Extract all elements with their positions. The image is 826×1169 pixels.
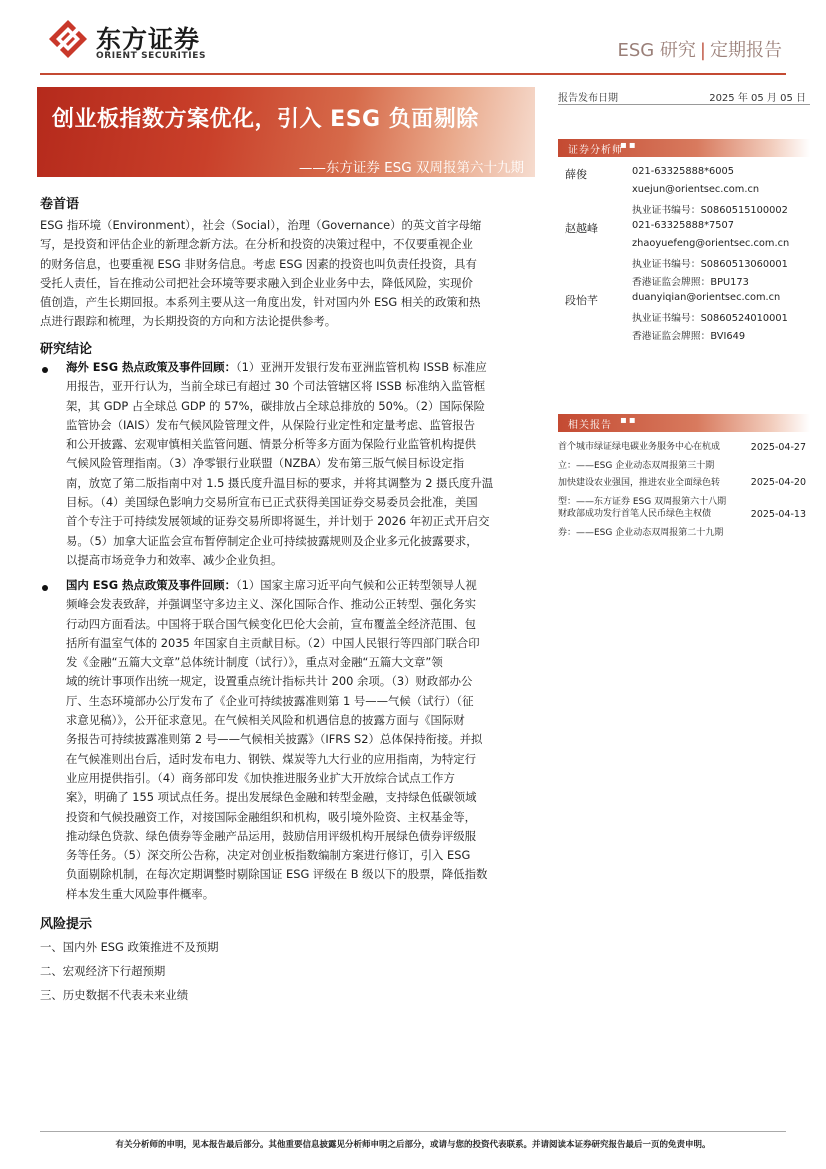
orient-logo-icon <box>48 19 88 59</box>
report-category <box>617 36 782 62</box>
related-report-line2: 券：——ESG 企业动态双周报第二十九期 <box>558 528 724 538</box>
risk-title: 风险提示 <box>40 917 93 932</box>
overseas-line: 首个专注于可持续发展领域的证券交易所即将诞生，并计划于 2026 年初正式开启交 <box>66 514 490 529</box>
related-report-line2: 型：——东方证券 ESG 双周报第六十八期 <box>558 497 727 507</box>
related-report-line2: 立：——ESG 企业动态双周报第三十期 <box>558 461 715 471</box>
related-report-date: 2025-04-13 <box>750 509 806 520</box>
overseas-line: 用报告，亚开行认为，当前全球已有超过 30 个司法管辖区将 ISSB 标准纳入监管框 <box>66 379 486 394</box>
domestic-line: 投资和气候投融资工作，对接国际金融组织和机构，吸引境外险资、主权基金等， <box>66 809 477 824</box>
analyst-email[interactable]: zhaoyuefeng@orientsec.com.cn <box>632 238 790 249</box>
domestic-line: 负面剔除机制，在每次定期调整时剔除国证 ESG 评级在 B 级以下的股票，降低指数 <box>66 867 488 882</box>
domestic-line: 推动绿色贷款、绿色债券等金融产品运用，鼓励信用评级机构开展绿色债券评级服 <box>66 828 477 843</box>
analyst-name: 段怡芊 <box>565 294 598 307</box>
category-left: ESG 研究 <box>617 40 696 61</box>
domestic-line: 务等任务。（5）深交所公告称，决定对创业板指数编制方案进行修订，引入 ESG <box>66 848 471 863</box>
brand-name-cn: 东方证券 <box>96 25 201 54</box>
related-report-line1: 首个城市绿证绿电碳业务服务中心在杭成 <box>558 442 721 452</box>
header-divider <box>40 73 786 75</box>
intro-line: ESG 指环境（Environment），社会（Social），治理（Governance）的英文首字母缩 <box>40 218 482 232</box>
conclusion-title: 研究结论 <box>40 342 93 357</box>
domestic-line: 案》，明确了 155 项试点任务。提出发展绿色金融和转型金融，支持绿色低碳领域 <box>66 790 477 805</box>
domestic-line: 样本发生重大风险事件概率。 <box>66 886 215 901</box>
domestic-line: 发《金融“五篇大文章”总体统计制度（试行）》，重点对金融“五篇大文章”领 <box>66 655 443 670</box>
overseas-line: 气候风险管理指南。（3）净零银行业联盟（NZBA）发布第三版气候目标设定指 <box>66 456 464 471</box>
risk-item: 三、历史数据不代表未来业绩 <box>40 988 189 1002</box>
overseas-paragraph <box>66 358 530 570</box>
report-date-value: 2025 年 05 月 05 日 <box>709 93 806 104</box>
domestic-line: 业应用提供指引。（4）商务部印发《加快推进服务业扩大开放综合试点工作方 <box>66 770 455 785</box>
analysts-header <box>558 139 810 157</box>
related-report-line1: 财政部成功发行首笔人民币绿色主权债 <box>558 509 712 519</box>
overseas-line: 南，放宽了第二版指南中对 1.5 摄氏度升温目标的要求，并将其调整为 2 摄氏度升温 <box>66 475 494 490</box>
related-header-dots: ▪▪ <box>620 415 638 426</box>
domestic-lead: 国内 ESG 热点政策及事件回顾： <box>66 578 236 592</box>
analyst-phone: 021-63325888*7507 <box>632 220 734 231</box>
intro-line: 写，是投资和评估企业的新理念新方法。在分析和投资的决策过程中，不仅要重视企业 <box>40 237 473 252</box>
domestic-line: 务报告可持续披露准则第 2 号——气候相关披露》（IFRS S2）总体保持衔接。并拟 <box>66 732 483 747</box>
analyst-license: 执业证书编号：S0860524010001 <box>632 313 788 324</box>
analyst-license: 执业证书编号：S0860515100002 <box>632 205 788 216</box>
overseas-line: 监管协会（IAIS）发布气候风险管理文件，从保险行业定性和定量考虑、监管报告 <box>66 417 476 432</box>
analyst-hk-license: 香港证监会牌照：BVI649 <box>632 331 746 342</box>
intro-paragraph <box>40 216 530 332</box>
intro-line: 值创造，产生长期回报。本系列主要从这一角度出发，针对国内外 ESG 相关的政策和热 <box>40 295 481 310</box>
footer-divider <box>40 1131 786 1132</box>
related-report-item[interactable] <box>558 505 744 543</box>
analyst-license: 执业证书编号：S0860513060001 <box>632 259 788 270</box>
risk-item: 一、国内外 ESG 政策推进不及预期 <box>40 940 219 954</box>
related-report-line1: 加快建设农业强国，推进农业全面绿色转 <box>558 478 721 488</box>
intro-title: 卷首语 <box>40 197 80 212</box>
intro-line: 点进行跟踪和梳理，为长期投资的方向和方法论提供参考。 <box>40 314 337 329</box>
report-date-label: 报告发布日期 <box>558 93 618 104</box>
domestic-line: 括所有温室气体的 2035 年国家自主贡献目标。（2）中国人民银行等四部门联合印 <box>66 635 480 650</box>
intro-line: 受托人责任，旨在推动公司把社会环境等要求融入到企业业务中去，降低风险，实现价 <box>40 275 473 290</box>
analyst-name: 赵越峰 <box>565 222 598 235</box>
domestic-line: 域的统计事项作出统一规定，设置重点统计指标共计 200 余项。（3）财政部办公 <box>66 674 473 689</box>
analyst-email[interactable]: duanyiqian@orientsec.com.cn <box>632 292 781 303</box>
category-separator: | <box>699 40 706 61</box>
risk-item: 二、宏观经济下行超预期 <box>40 964 166 978</box>
analyst-phone: 021-63325888*6005 <box>632 166 734 177</box>
domestic-line: （1）国家主席习近平向气候和公正转型领导人视 <box>235 578 477 592</box>
related-header-label: 相关报告 <box>568 420 612 431</box>
overseas-line: 目标。（4）美国绿色影响力交易所宣布已正式获得美国证券交易委员会批准，美国 <box>66 495 478 510</box>
analyst-email[interactable]: xuejun@orientsec.com.cn <box>632 184 760 195</box>
analyst-name: 薛俊 <box>565 168 587 181</box>
overseas-lead: 海外 ESG 热点政策及事件回顾： <box>66 360 236 374</box>
domestic-line: 在气候准则出台后，适时发布电力、钢铁、煤炭等九大行业的应用指南，为特定行 <box>66 751 477 766</box>
footer-disclaimer: 有关分析师的申明，见本报告最后部分。其他重要信息披露见分析师申明之后部分，或请与您的投资代表联系。并请阅读本证券研究报告最后一页的免责申明。 <box>115 1140 711 1150</box>
brand-name-en: ORIENT SECURITIES <box>96 51 207 61</box>
related-reports-header <box>558 414 810 432</box>
related-report-item[interactable] <box>558 438 744 476</box>
domestic-line: 求意见稿）》，公开征求意见。在气候相关风险和机遇信息的披露方面与《国际财 <box>66 713 465 728</box>
overseas-line: 和公开披露、宏观审慎相关监管问题、情景分析等多方面为保险行业监管机构提供 <box>66 437 477 452</box>
analyst-hk-license: 香港证监会牌照：BPU173 <box>632 277 749 288</box>
bullet-icon <box>42 585 48 591</box>
overseas-line: 架，其 GDP 占全球总 GDP 的 57%，碳排放占全球总排放的 50%。（2）国际保险 <box>66 398 485 413</box>
overseas-line: 以提高市场竞争力和效率、减少企业负担。 <box>66 552 283 567</box>
analysts-header-dots: ▪▪ <box>620 140 638 151</box>
report-subtitle: ——东方证券 ESG 双周报第六十九期 <box>298 160 524 176</box>
domestic-line: 频峰会发表致辞，并强调坚守多边主义、深化国际合作、推动公正转型、强化务实 <box>66 597 477 612</box>
intro-line: 的财务信息，也要重视 ESG 非财务信息。考虑 ESG 因素的投资也叫负责任投资，具有 <box>40 256 477 271</box>
bullet-icon <box>42 367 48 373</box>
related-report-date: 2025-04-20 <box>750 477 806 488</box>
related-report-date: 2025-04-27 <box>750 442 806 453</box>
domestic-line: 行动四方面看法。中国将于联合国气候变化巴伦大会前，宣布覆盖全经济范围、包 <box>66 616 477 631</box>
domestic-line: 厅、生态环境部办公厅发布了《企业可持续披露准则第 1 号——气候（试行）（征 <box>66 693 474 708</box>
overseas-line: （1）亚洲开发银行发布亚洲监管机构 ISSB 标准应 <box>235 360 487 374</box>
category-right: 定期报告 <box>710 40 782 61</box>
domestic-paragraph <box>66 576 530 904</box>
analysts-header-label: 证券分析师 <box>568 145 623 156</box>
report-title: 创业板指数方案优化，引入 ESG 负面剔除 <box>52 107 479 132</box>
date-divider <box>558 104 810 105</box>
overseas-line: 易。（5）加拿大证监会宣布暂停制定企业可持续披露规则及企业多元化披露要求， <box>66 533 478 548</box>
